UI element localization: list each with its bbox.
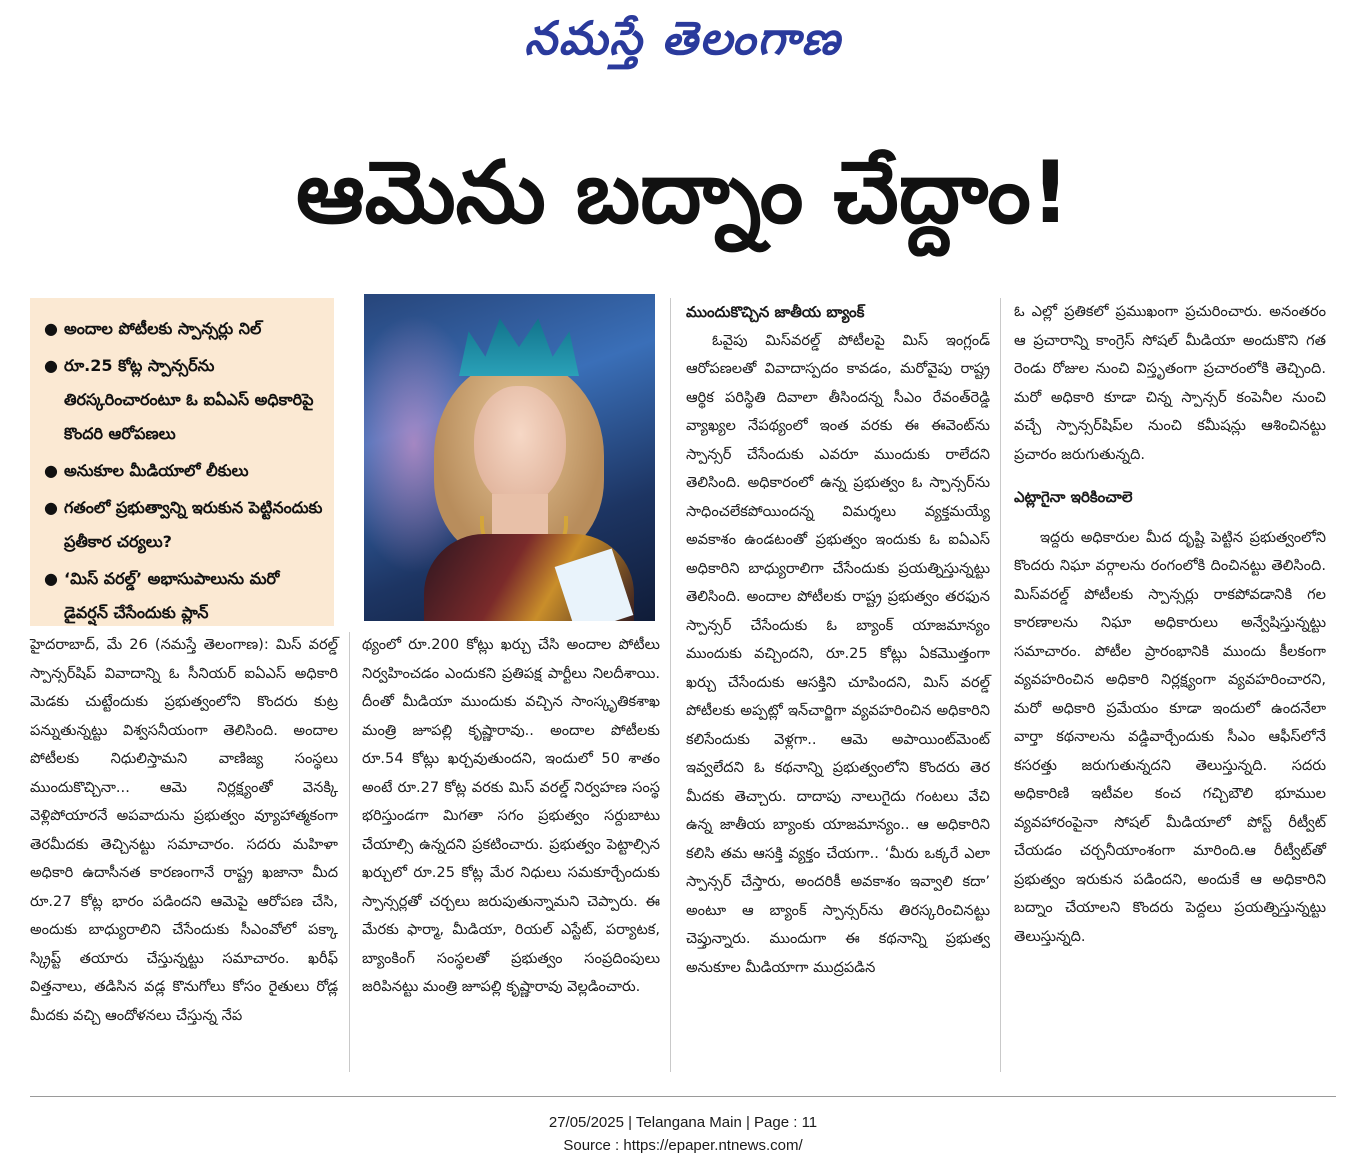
bullet-icon: ●: [44, 461, 58, 480]
summary-item: [42, 454, 326, 488]
summary-list: [42, 312, 326, 630]
masthead-logo: నమస్తే తెలంగాణ: [524, 11, 842, 65]
column-4-text-2: ఇద్దరు అధికారుల మీద దృష్టి పెట్టిన ప్రభుత్వంలోని కొందరు నిఘా వర్గాలను రంగంలోకి దించినట్టు తెలిసింది. మిస్‌వరల్డ్ పోటీలకు స్పాన్సర్లు రాకపోవడానికి గల కారణాలను నిఘా అధికారులు అన్వేషిస్తున్నట్టు సమాచారం. పోటీల ప్రారంభానికి ముందు కీలకంగా వ్యవహరించిన అధికారి నిర్లక్ష్యంగా వ్యవహరించారని, మరో అధికారి ప్రమేయం కూడా ఇందులో ఉందనేలా వార్తా కథనాలను వడ్డివార్చేందుకు సీఎం ఆఫీస్‌లోనే కసరత్తు జరుగుతున్నదని తెలుస్తున్నది. సదరు అధికారిణి ఇటీవల కంచ గచ్చిబౌలి భూముల వ్యవహారంపైనా సోషల్ మీడియాలో పోస్ట్ రీట్వీట్ చేయడం చర్చనీయాంశంగా మారింది.ఆ రీట్వీట్‌తో ప్రభుత్వం ఇరుకున పడిందని, అందుకే ఆ అధికారిని బద్నాం చేయాలని కొందరు పెద్దలు ప్రయత్నిస్తున్నట్టు తెలుస్తున్నది.: [1014, 528, 1326, 945]
summary-item-text: అనుకూల మీడియాలో లీకులు: [64, 461, 249, 480]
article-headline: ఆమెను బద్నాం చేద్దాం!: [295, 143, 1071, 243]
column-divider: [1000, 298, 1001, 1072]
footer-divider: [30, 1096, 1336, 1097]
bullet-icon: ●: [44, 356, 58, 375]
footer-source-line: Source : https://epaper.ntnews.com/: [563, 1137, 803, 1154]
column-3-text: ఓవైపు మిస్‌వరల్డ్ పోటీలపై మిస్ ఇంగ్లండ్ ఆరోపణలతో వివాదాస్పదం కావడం, మరోవైపు రాష్ట్ర ఆర్థిక పరిస్థితి దివాలా తీసిందన్న సీఎం రేవంత్‌రెడ్డి వ్యాఖ్యల నేపథ్యంలో ఇంత వరకు ఈ ఈవెంట్‌ను స్పాన్సర్ చేసేందుకు ఎవరూ ముందుకు రాలేదని తెలిసింది. అధికారంలో ఉన్న ప్రభుత్వం ఓ స్పాన్సర్‌ను సాధించలేకపోయిందన్న విమర్శలు వ్యక్తమయ్యే అవకాశం ఉండటంతో ప్రభుత్వం ఇందుకు ఓ ఐఏఎస్ అధికారిని బాధ్యురాలిగా చేసేందుకు ప్రయత్నిస్తున్నట్టు తెలిసింది. అందాల పోటీలకు రాష్ట్ర ప్రభుత్వం తరఫున స్పాన్సర్ చేసేందుకు ఓ బ్యాంక్ యాజమాన్యం ముందుకు వచ్చిందని, రూ.25 కోట్లు ఏకమొత్తంగా ఖర్చు చేసేందుకు ఆసక్తిని చూపిందని, మిస్ వరల్డ్ పోటీలకు అప్పట్లో ఇన్‌చార్జిగా వ్యవహరించిన అధికారిని కలిసేందుకు వెళ్లగా.. ఆమె అపాయింట్‌మెంట్ ఇవ్వలేదని ఓ కథనాన్ని ప్రభుత్వంలోని కొందరు తెర మీదకు తెచ్చారు. దాదాపు నాలుగైదు గంటలు వేచి ఉన్న జాతీయ బ్యాంకు యాజమాన్యం.. ఆ అధికారిని కలిసి తమ ఆసక్తి వ్యక్తం చేయగా.. ‘మీరు ఒక్కరే ఎలా స్పాన్సర్ చేస్తారు, అందరికీ అవకాశం ఇవ్వాలి కదా’ అంటూ ఆ బ్యాంక్ స్పాన్సర్‌ను తిరస్కరించినట్టు చెప్తున్నారు. ముందుగా ఈ కథనాన్ని ప్రభుత్వ అనుకూల మీడియాగా ముద్రపడిన: [686, 331, 990, 976]
column-divider: [349, 632, 350, 1072]
summary-item-text: రూ.25 కోట్ల స్పాన్సర్‌ను తిరస్కరించారంటూ ఓ ఐఏఎస్ అధికారిపై కొందరి ఆరోపణలు: [64, 356, 314, 443]
article-column-4: [1014, 298, 1326, 951]
summary-item-text: అందాల పోటీలకు స్పాన్సర్లు నిల్: [64, 319, 262, 338]
column-4-subhead: ఎట్లాగైనా ఇరికించాలె: [1014, 488, 1133, 506]
summary-item: [42, 491, 326, 559]
summary-item-text: గతంలో ప్రభుత్వాన్ని ఇరుకున పెట్టినందుకు ప్రతీకార చర్యలు?: [64, 498, 323, 551]
article-column-1: [30, 631, 338, 1030]
summary-item: [42, 562, 326, 630]
bullet-icon: ●: [44, 319, 58, 338]
bullet-icon: ●: [44, 569, 58, 588]
article-column-2: [362, 631, 660, 1002]
column-4-text-1: ఓ ఎల్లో ప్రతికలో ప్రముఖంగా ప్రచురించారు. అనంతరం ఆ ప్రచారాన్ని కాంగ్రెస్ సోషల్ మీడియా అందుకొని గత రెండు రోజుల నుంచి విస్తృతంగా ప్రచారంలోకి తెచ్చింది. మరో అధికారి కూడా చిన్న స్పాన్సర్ కంపెనీల నుంచి వచ్చే స్పాన్సర్‌షిప్‌ల నుంచి కమీషన్లు ఆశించినట్టు ప్రచారం జరుగుతున్నది.: [1014, 303, 1326, 463]
bullet-icon: ●: [44, 498, 58, 517]
summary-item-text: ‘మిస్ వరల్డ్’ అభాసుపాలును మరో డైవర్షన్ చేసేందుకు ప్లాన్: [64, 569, 280, 622]
summary-item: [42, 312, 326, 346]
column-divider: [670, 298, 671, 1072]
footer-date-line: 27/05/2025 | Telangana Main | Page : 11: [548, 1114, 818, 1131]
summary-item: [42, 349, 326, 451]
summary-box: [30, 298, 334, 626]
column-2-text: థ్యంలో రూ.200 కోట్లు ఖర్చు చేసి అందాల పోటీలు నిర్వహించడం ఎందుకని ప్రతిపక్ష పార్టీలు నిలదీశాయి. దీంతో మీడియా ముందుకు వచ్చిన సాంస్కృతికశాఖ మంత్రి జూపల్లి కృష్ణారావు.. అందాల పోటీలకు రూ.54 కోట్లు ఖర్చవుతుందని, ఇందులో 50 శాతం అంటే రూ.27 కోట్ల వరకు మిస్ వరల్డ్ నిర్వహణ సంస్థ భరిస్తుండగా మిగతా సగం ప్రభుత్వం సర్దుబాటు చేయాల్సి ఉన్నదని ప్రకటించారు. ప్రభుత్వం పెట్టాల్సిన ఖర్చులో రూ.25 కోట్ల మేర నిధులు సమకూర్చేందుకు స్పాన్సర్లతో చర్చలు జరుపుతున్నామని చెప్పారు. ఈ మేరకు ఫార్మా, మీడియా, రియల్ ఎస్టేట్, పర్యాటక, బ్యాంకింగ్ సంస్థలతో ప్రభుత్వం సంప్రదింపులు జరిపినట్టు మంత్రి జూపల్లి కృష్ణారావు వెల్లడించారు.: [362, 636, 660, 995]
column-1-text: హైదరాబాద్, మే 26 (నమస్తే తెలంగాణ): మిస్ వరల్డ్ స్పాన్సర్‌షిప్ వివాదాన్ని ఓ సీనియర్ ఐఏఎస్ అధికారి మెడకు చుట్టేందుకు ప్రభుత్వంలోని కొందరు కుట్ర పన్నుతున్నట్టు విశ్వసనీయంగా తెలిసింది. అందాల పోటీలకు నిధులిస్తామని వాణిజ్య సంస్థలు ముందుకొచ్చినా... ఆమె నిర్లక్ష్యంతో వెనక్కి వెళ్లిపోయారనే అపవాదును ప్రభుత్వం వ్యూహాత్మకంగా తెరమీదకు తెచ్చినట్టు సమాచారం. సదరు మహిళా అధికారి ఉదాసీనత కారణంగానే రాష్ట్ర ఖజానా మీద రూ.27 కోట్ల భారం పడిందని ఆమెపై ఆరోపణ చేసి, అందుకు బాధ్యురాలిని చేసేందుకు సీఎంవోలో పక్కా స్క్రిప్ట్ తయారు చేస్తున్నట్టు సమాచారం. ఖరీఫ్ విత్తనాలు, తడిసిన వడ్ల కొనుగోలు కోసం రైతులు రోడ్ల మీదకు వచ్చి ఆందోళనలు చేస్తున్న నేప: [30, 636, 338, 1024]
article-column-3: [686, 298, 990, 982]
photo-miss-world-crown-icon: [364, 294, 655, 621]
column-3-subhead: ముందుకొచ్చిన జాతీయ బ్యాంక్: [686, 303, 865, 321]
